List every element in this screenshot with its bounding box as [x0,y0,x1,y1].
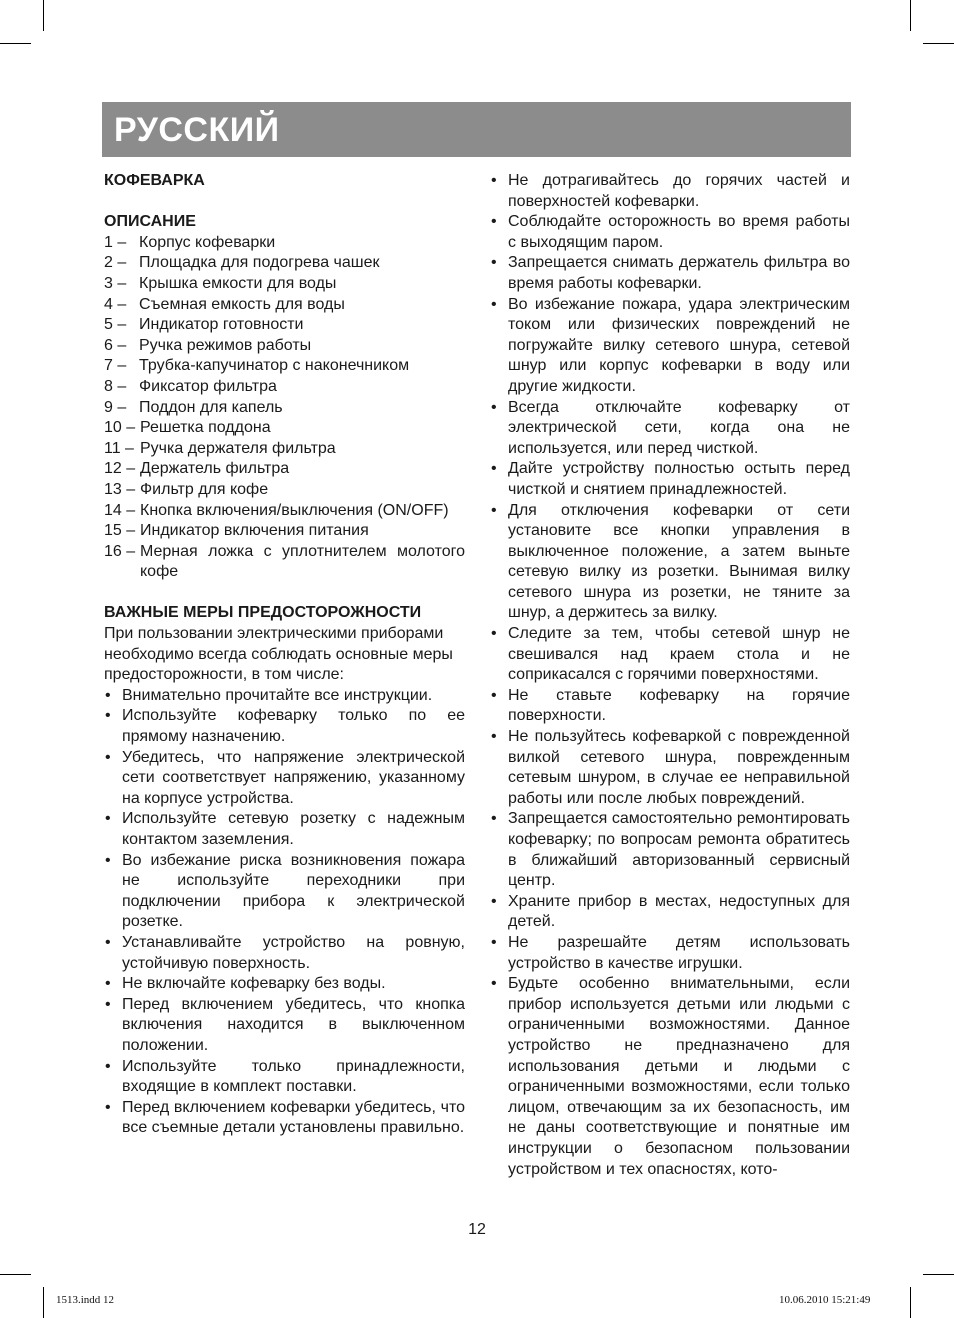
part-number: 4 – [104,295,127,313]
bullet-marker: • [105,748,111,766]
safety-bullet-item [490,295,850,398]
date-slug: 10.06.2010 15:21:49 [779,1294,871,1306]
bullet-text: Во избежание риска возникновения пожара не используйте переходники при подключении прибора к электрической розетке. [122,851,465,931]
safety-bullet-item [490,171,850,212]
part-name: Трубка-капучинатор с наконечником [139,357,410,375]
part-number: 6 – [104,336,127,354]
bullet-text: Для отключения кофеварки от сети установите все кнопки управления в выключенное положение, а затем выньте сетевую вилку из розетки. Вынимая вилку сетевого шнура из розетки, не тяните за шнур, а держитесь за вилку. [508,501,850,622]
crop-mark [0,43,31,44]
safety-bullet-item [104,1098,465,1139]
part-name: Съемная емкость для воды [139,295,345,313]
bullet-marker: • [491,460,497,478]
bullet-text: Убедитесь, что напряжение электрической сети соответствует напряжению, указанному на корпусе устройства. [122,748,465,807]
part-number: 7 – [104,357,127,375]
bullet-text: Используйте сетевую розетку с надежным контактом заземления. [122,810,465,848]
bullet-text: Соблюдайте осторожность во время работы с выходящим паром. [508,213,850,251]
safety-bullet-item [490,727,850,809]
part-list-item [104,356,465,377]
part-name: Корпус кофеварки [139,233,276,251]
parts-list [104,233,465,583]
crop-mark [0,1274,31,1275]
part-list-item [104,274,465,295]
bullet-text: Всегда отключайте кофеварку от электрической сети, когда она не используется, или перед чисткой. [508,398,850,457]
part-list-item [104,480,465,501]
part-list-item [104,253,465,274]
safety-bullet-item [490,809,850,891]
safety-bullet-item [490,459,850,500]
part-list-item [104,398,465,419]
crop-mark [910,0,911,31]
bullet-text: Следите за тем, чтобы сетевой шнур не свешивался над краем стола и не соприкасался с горячими поверхностями. [508,625,850,684]
bullet-text: Будьте особенно внимательными, если прибор используется детьми или людьми с ограниченными возможностями. Данное устройство не предназначено для использования детьми и людьми с ограниченными возможностями, если только лицом, отвечающим за их безопасность, им не даны соответствующие и понятные им инструкции о безопасном пользовании устройством и тех опасностях, кото- [508,975,850,1178]
part-list-item [104,542,465,583]
safety-bullet-item [490,501,850,625]
crop-mark [923,1274,954,1275]
safety-bullet-item [104,933,465,974]
part-list-item [104,336,465,357]
part-number: 14 – [104,501,136,519]
crop-mark [923,43,954,44]
safety-bullet-item [104,995,465,1057]
part-list-item [104,521,465,542]
product-title: КОФЕВАРКА [104,172,205,189]
safety-bullet-item [104,748,465,810]
bullet-marker: • [105,933,111,951]
bullet-text: Не включайте кофеварку без воды. [122,975,386,993]
part-name: Решетка поддона [140,419,271,437]
safety-bullet-item [490,974,850,1180]
part-name: Кнопка включения/выключения (ON/OFF) [140,501,449,519]
bullet-text: Внимательно прочитайте все инструкции. [122,686,433,704]
safety-bullet-item [490,398,850,460]
page-number: 12 [468,1221,486,1238]
bullet-marker: • [491,933,497,951]
safety-bullet-item [490,933,850,974]
part-number: 11 – [104,439,134,457]
part-list-item [104,418,465,439]
bullet-text: Дайте устройству полностью остыть перед чисткой и снятием принадлежностей. [508,460,850,498]
bullet-marker: • [491,295,497,313]
bullet-text: Не пользуйтесь кофеваркой с поврежденной вилкой сетевого шнура, поврежденным сетевым шнуром, в случае ее неправильной работы или после любых повреждений. [508,728,850,807]
bullet-marker: • [105,686,111,704]
part-number: 1 – [104,233,127,251]
safety-bullet-item [490,212,850,253]
part-number: 5 – [104,316,127,334]
part-list-item [104,295,465,316]
part-name: Фильтр для кофе [140,480,269,498]
right-column [490,171,850,1180]
bullet-marker: • [491,172,497,189]
safety-heading: ВАЖНЫЕ МЕРЫ ПРЕДОСТОРОЖНОСТИ [104,604,422,622]
part-number: 3 – [104,274,127,292]
bullet-marker: • [491,686,497,704]
part-name: Крышка емкости для воды [139,274,337,292]
safety-bullet-list [104,686,465,1139]
part-list-item [104,501,465,522]
safety-bullet-item [104,1057,465,1098]
part-name: Индикатор готовности [139,316,304,334]
part-list-item [104,233,465,254]
part-number: 16 – [104,542,136,560]
bullet-marker: • [491,625,497,643]
bullet-marker: • [491,254,497,272]
bullet-text: Запрещается самостоятельно ремонтировать кофеварку; по вопросам ремонта обратитесь в ближайший авторизованный сервисный центр. [508,810,850,890]
bullet-marker: • [491,810,497,828]
safety-bullet-item [104,851,465,933]
part-name: Индикатор включения питания [140,522,369,540]
part-number: 9 – [104,398,127,416]
crop-mark [43,0,44,31]
language-header-bar [102,102,851,157]
bullet-text: Не ставьте кофеварку на горячие поверхности. [508,686,850,725]
bullet-marker: • [491,975,497,993]
safety-bullet-item [104,686,465,707]
safety-bullet-item [490,892,850,933]
part-name: Площадка для подогрева чашек [139,254,380,272]
bullet-marker: • [105,707,111,725]
language-title: РУССКИЙ [114,111,280,149]
part-list-item [104,315,465,336]
bullet-marker: • [105,1057,111,1075]
safety-bullet-item [490,686,850,727]
bullet-marker: • [105,810,111,828]
bullet-marker: • [491,213,497,231]
part-list-item [104,459,465,480]
part-list-item [104,377,465,398]
safety-bullet-item [490,624,850,686]
bullet-marker: • [105,995,111,1013]
bullet-text: Запрещается снимать держатель фильтра во время работы кофеварки. [508,254,850,292]
part-name: Фиксатор фильтра [139,377,277,395]
bullet-text: Перед включением убедитесь, что кнопка включения находится в выключенном положении. [122,995,465,1054]
safety-intro: При пользовании электрическими приборами необходимо всегда соблюдать основные меры [104,625,453,663]
safety-intro-continued: предосторожности, в том числе: [104,666,344,684]
safety-bullet-item [104,809,465,850]
bullet-marker: • [491,501,497,519]
part-number: 13 – [104,480,136,498]
bullet-marker: • [105,1098,111,1116]
bullet-marker: • [491,728,497,746]
bullet-marker: • [491,398,497,416]
bullet-marker: • [105,975,111,993]
part-name: Ручка режимов работы [139,336,312,354]
bullet-text: Используйте только принадлежности, входящие в комплект поставки. [122,1057,465,1096]
bullet-text: Храните прибор в местах, недоступных для детей. [508,892,850,931]
safety-bullet-item [104,974,465,995]
description-heading: ОПИСАНИЕ [104,213,196,231]
part-number: 12 – [104,460,136,478]
crop-mark [43,1287,44,1318]
bullet-marker: • [491,892,497,910]
part-number: 15 – [104,522,136,540]
bullet-text: Не дотрагивайтесь до горячих частей и поверхностей кофеварки. [508,172,850,210]
safety-bullet-item [490,253,850,294]
part-list-item [104,439,465,460]
bullet-marker: • [105,851,111,869]
file-slug: 1513.indd 12 [56,1294,115,1306]
part-number: 2 – [104,254,127,272]
crop-mark [910,1287,911,1318]
bullet-text: Перед включением кофеварки убедитесь, что все съемные детали установлены правильно. [122,1098,465,1137]
bullet-text: Устанавливайте устройство на ровную, устойчивую поверхность. [122,933,465,972]
safety-bullet-list-continued [490,171,850,1180]
left-column [104,171,465,1139]
part-number: 8 – [104,377,127,395]
safety-bullet-item [104,706,465,747]
part-name: Поддон для капель [139,398,283,416]
part-number: 10 – [104,419,136,437]
bullet-text: Используйте кофеварку только по ее прямому назначению. [122,707,465,746]
part-name: Мерная ложка с уплотнителем молотого кофе [140,542,465,581]
bullet-text: Не разрешайте детям использовать устройство в качестве игрушки. [508,933,850,972]
bullet-text: Во избежание пожара, удара электрическим током или физических повреждений не погружайте вилку сетевого шнура, сетевой шнур или корпус кофеварки в воду или другие жидкости. [508,295,850,395]
part-name: Держатель фильтра [140,460,290,478]
part-name: Ручка держателя фильтра [140,439,336,457]
